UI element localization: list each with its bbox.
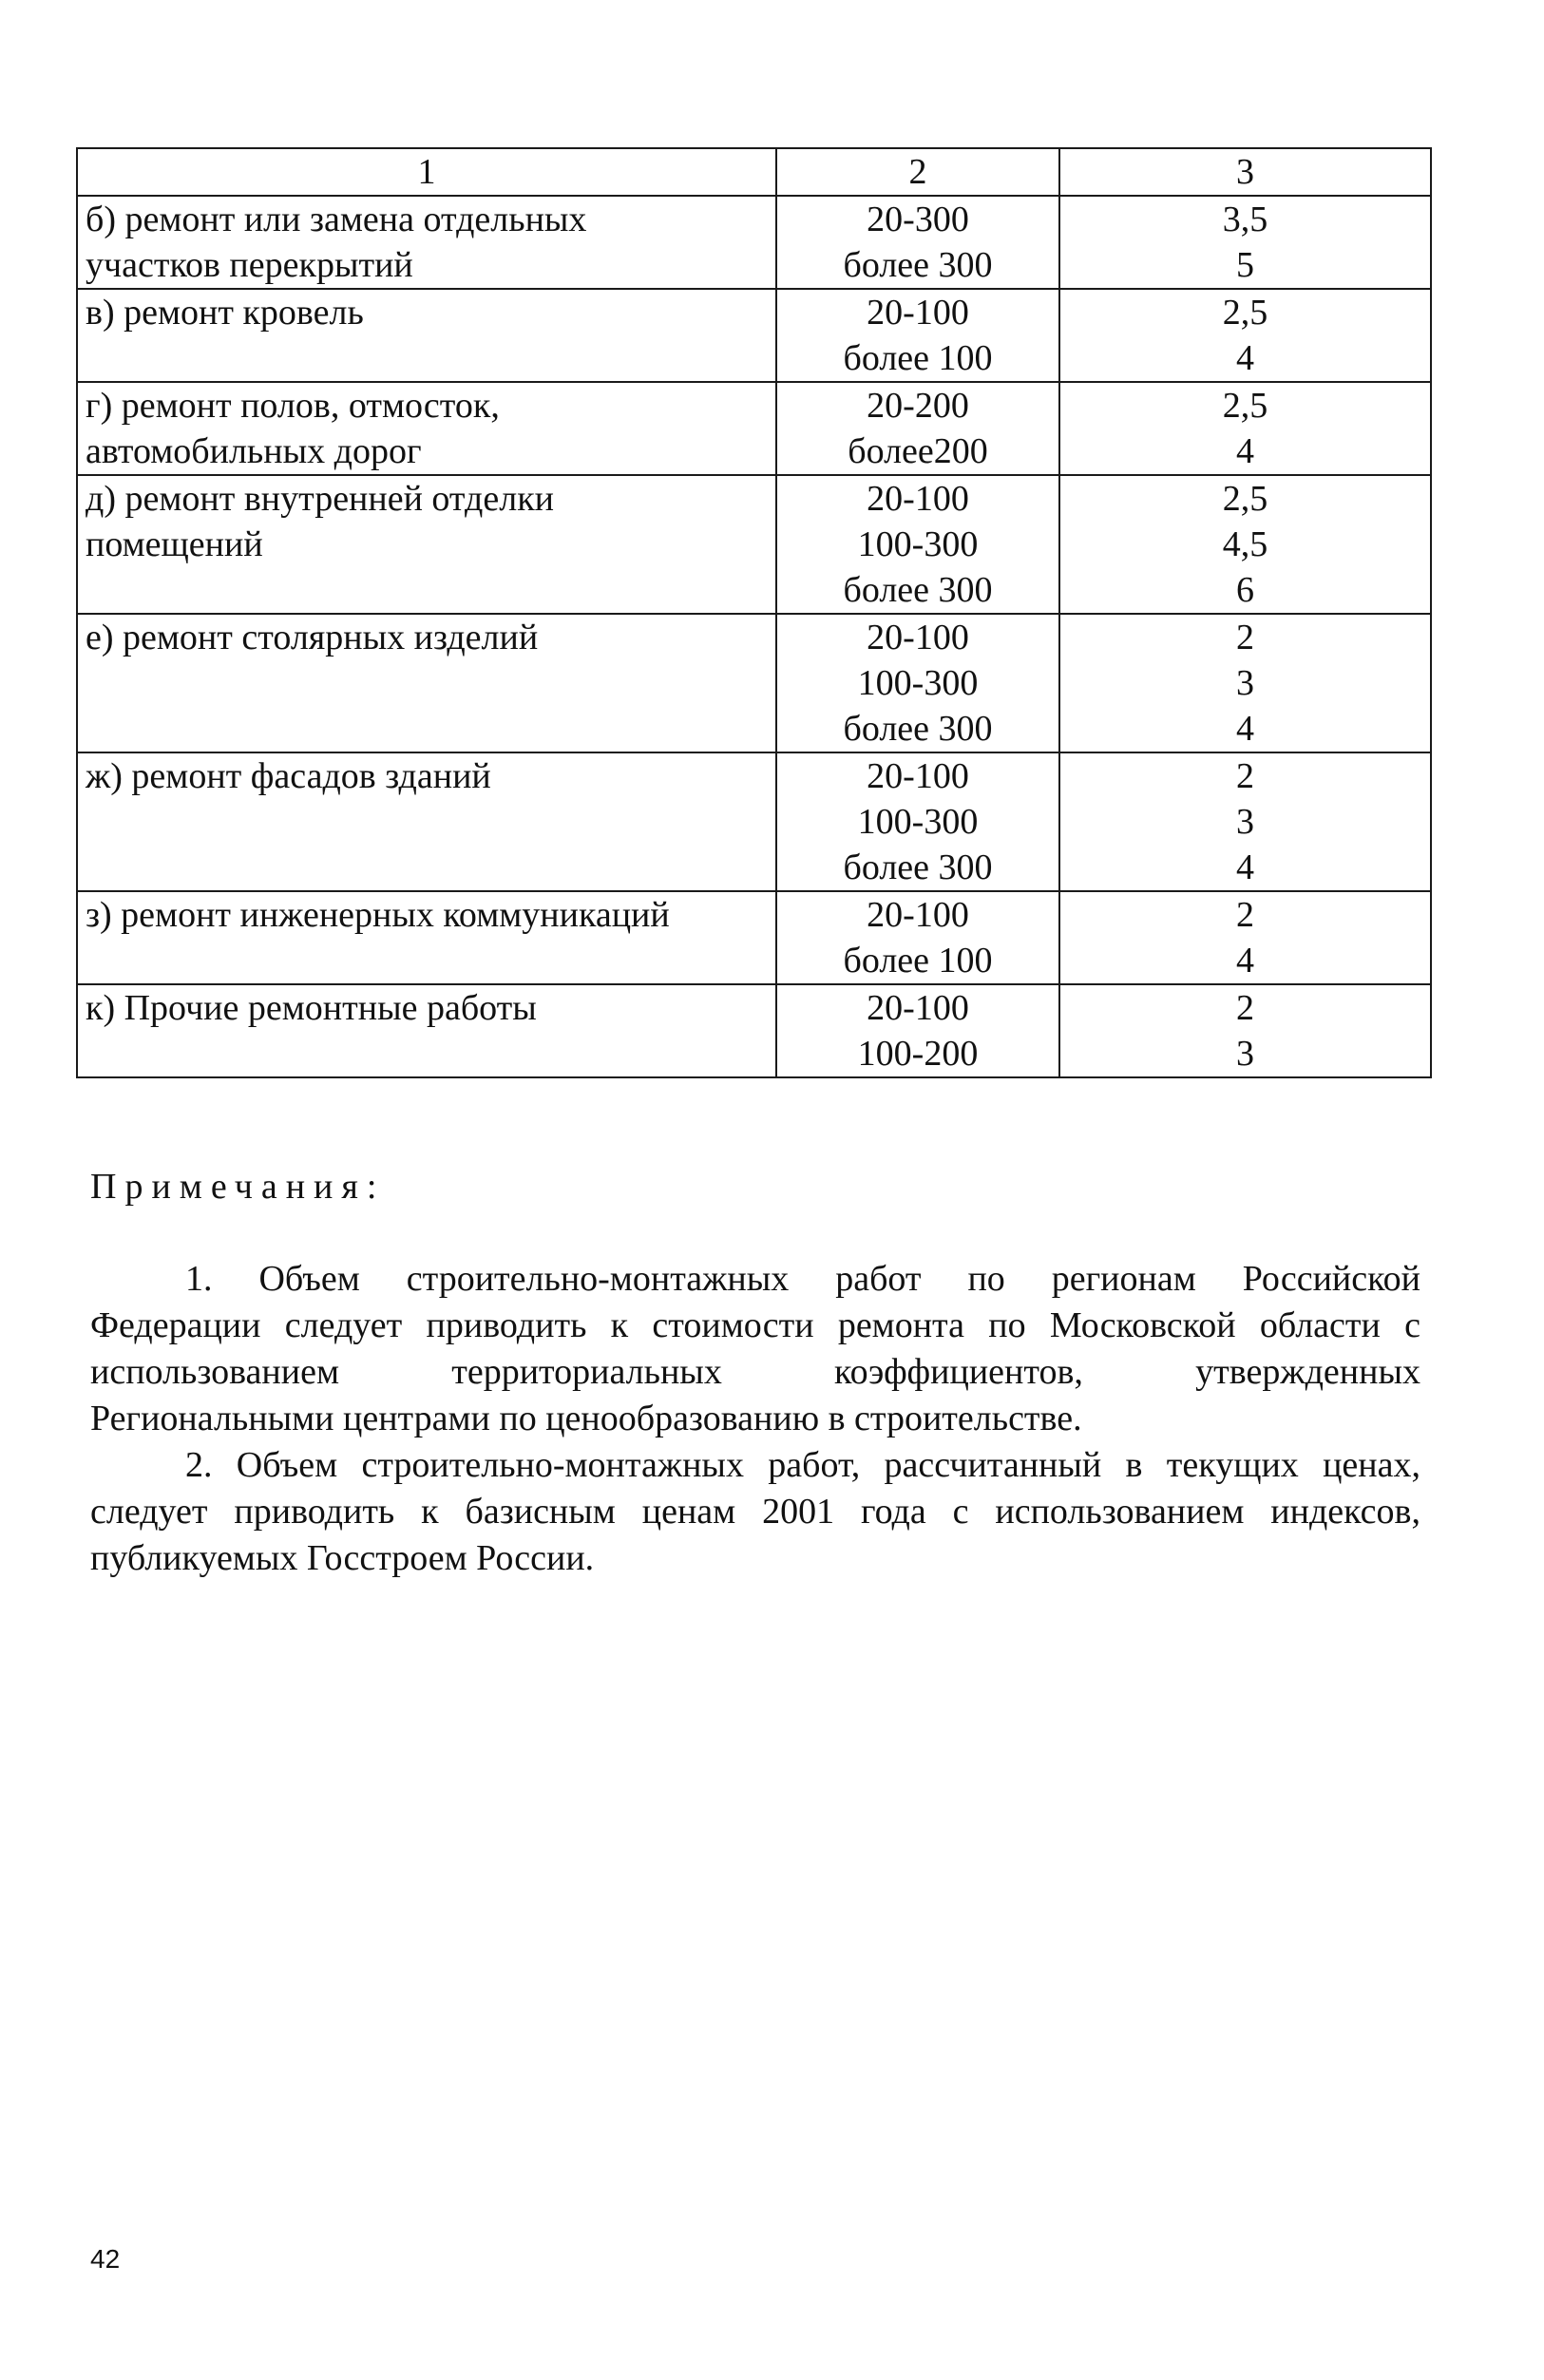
work-type-cell [77, 289, 776, 382]
volume-range: 20-100 [867, 895, 969, 935]
table-row [77, 475, 1431, 614]
coefficient-value: 6 [1236, 570, 1254, 610]
volume-range: 20-100 [867, 479, 969, 519]
volume-range: 100-300 [857, 663, 979, 703]
note-line: следует приводить к базисным ценам 2001 года с использованием индексов, [90, 1492, 1420, 1532]
work-type-line: з) ремонт инженерных коммуникаций [86, 895, 670, 935]
coefficient-value: 2,5 [1222, 479, 1268, 519]
volume-range: более 300 [843, 847, 993, 887]
header-col-3: 3 [1059, 148, 1431, 196]
coefficient-cell [1059, 475, 1431, 614]
work-type-cell [77, 984, 776, 1077]
volume-range-cell [776, 614, 1059, 752]
coefficient-cell [1059, 891, 1431, 984]
note-1 [90, 1256, 1420, 1442]
work-type-line: г) ремонт полов, отмосток, [86, 386, 500, 426]
volume-range-cell [776, 382, 1059, 475]
coefficient-value: 3 [1236, 663, 1254, 703]
work-type-cell [77, 752, 776, 891]
notes-heading: Примечания: [90, 1167, 386, 1207]
coefficients-table [76, 147, 1432, 1078]
work-type-line: помещений [86, 524, 263, 564]
coefficient-cell [1059, 614, 1431, 752]
note-2 [90, 1442, 1420, 1582]
volume-range: 100-300 [857, 802, 979, 842]
work-type-line: к) Прочие ремонтные работы [86, 988, 537, 1028]
volume-range: более 300 [843, 570, 993, 610]
coefficient-cell [1059, 382, 1431, 475]
volume-range: 20-100 [867, 618, 969, 657]
table-row [77, 382, 1431, 475]
work-type-line: б) ремонт или замена отдельных [86, 200, 587, 239]
note-line: использованием территориальных коэффициентов, утвержденных [90, 1352, 1420, 1392]
coefficient-value: 4 [1236, 338, 1254, 378]
coefficient-value: 4 [1236, 847, 1254, 887]
work-type-line: автомобильных дорог [86, 431, 422, 471]
coefficient-value: 3 [1236, 1034, 1254, 1074]
work-type-cell [77, 614, 776, 752]
volume-range-cell [776, 984, 1059, 1077]
coefficient-cell [1059, 984, 1431, 1077]
volume-range: более200 [848, 431, 988, 471]
coefficient-value: 2,5 [1222, 386, 1268, 426]
work-type-line: в) ремонт кровель [86, 293, 364, 333]
volume-range-cell [776, 196, 1059, 289]
coefficient-value: 4,5 [1222, 524, 1268, 564]
volume-range-cell [776, 289, 1059, 382]
table-row [77, 614, 1431, 752]
coefficient-cell [1059, 752, 1431, 891]
work-type-line: участков перекрытий [86, 245, 413, 285]
coefficient-value: 2 [1236, 618, 1254, 657]
volume-range-cell [776, 475, 1059, 614]
work-type-line: ж) ремонт фасадов зданий [86, 756, 491, 796]
coefficient-cell [1059, 196, 1431, 289]
note-line: 1. Объем строительно-монтажных работ по регионам Российской [185, 1259, 1420, 1299]
work-type-cell [77, 196, 776, 289]
coefficient-value: 4 [1236, 941, 1254, 981]
table-row [77, 289, 1431, 382]
table-header-row [77, 148, 1431, 196]
coefficient-value: 4 [1236, 431, 1254, 471]
coefficient-value: 4 [1236, 709, 1254, 749]
header-col-2: 2 [776, 148, 1059, 196]
note-line: Федерации следует приводить к стоимости ремонта по Московской области с [90, 1305, 1420, 1345]
volume-range: более 100 [843, 338, 993, 378]
volume-range: 20-100 [867, 756, 969, 796]
page-number: 42 [90, 2244, 121, 2274]
note-line: 2. Объем строительно-монтажных работ, рассчитанный в текущих ценах, [185, 1445, 1420, 1485]
coefficient-cell [1059, 289, 1431, 382]
header-col-1: 1 [77, 148, 776, 196]
volume-range: 20-300 [867, 200, 969, 239]
volume-range: 100-200 [857, 1034, 979, 1074]
volume-range: 20-200 [867, 386, 969, 426]
table-row [77, 984, 1431, 1077]
volume-range: более 300 [843, 245, 993, 285]
work-type-cell [77, 382, 776, 475]
volume-range: 20-100 [867, 988, 969, 1028]
coefficient-value: 3 [1236, 802, 1254, 842]
volume-range: 20-100 [867, 293, 969, 333]
note-line: публикуемых Госстроем России. [90, 1538, 595, 1578]
coefficient-value: 5 [1236, 245, 1254, 285]
coefficient-value: 2,5 [1222, 293, 1268, 333]
table-row [77, 752, 1431, 891]
coefficient-value: 2 [1236, 895, 1254, 935]
volume-range: более 100 [843, 941, 993, 981]
table-row [77, 891, 1431, 984]
coefficient-value: 2 [1236, 988, 1254, 1028]
volume-range-cell [776, 752, 1059, 891]
volume-range: более 300 [843, 709, 993, 749]
coefficient-value: 3,5 [1222, 200, 1268, 239]
work-type-cell [77, 475, 776, 614]
coefficient-value: 2 [1236, 756, 1254, 796]
volume-range-cell [776, 891, 1059, 984]
table-row [77, 196, 1431, 289]
work-type-cell [77, 891, 776, 984]
work-type-line: е) ремонт столярных изделий [86, 618, 539, 657]
volume-range: 100-300 [857, 524, 979, 564]
work-type-line: д) ремонт внутренней отделки [86, 479, 554, 519]
note-line: Региональными центрами по ценообразованию в строительстве. [90, 1399, 1082, 1438]
